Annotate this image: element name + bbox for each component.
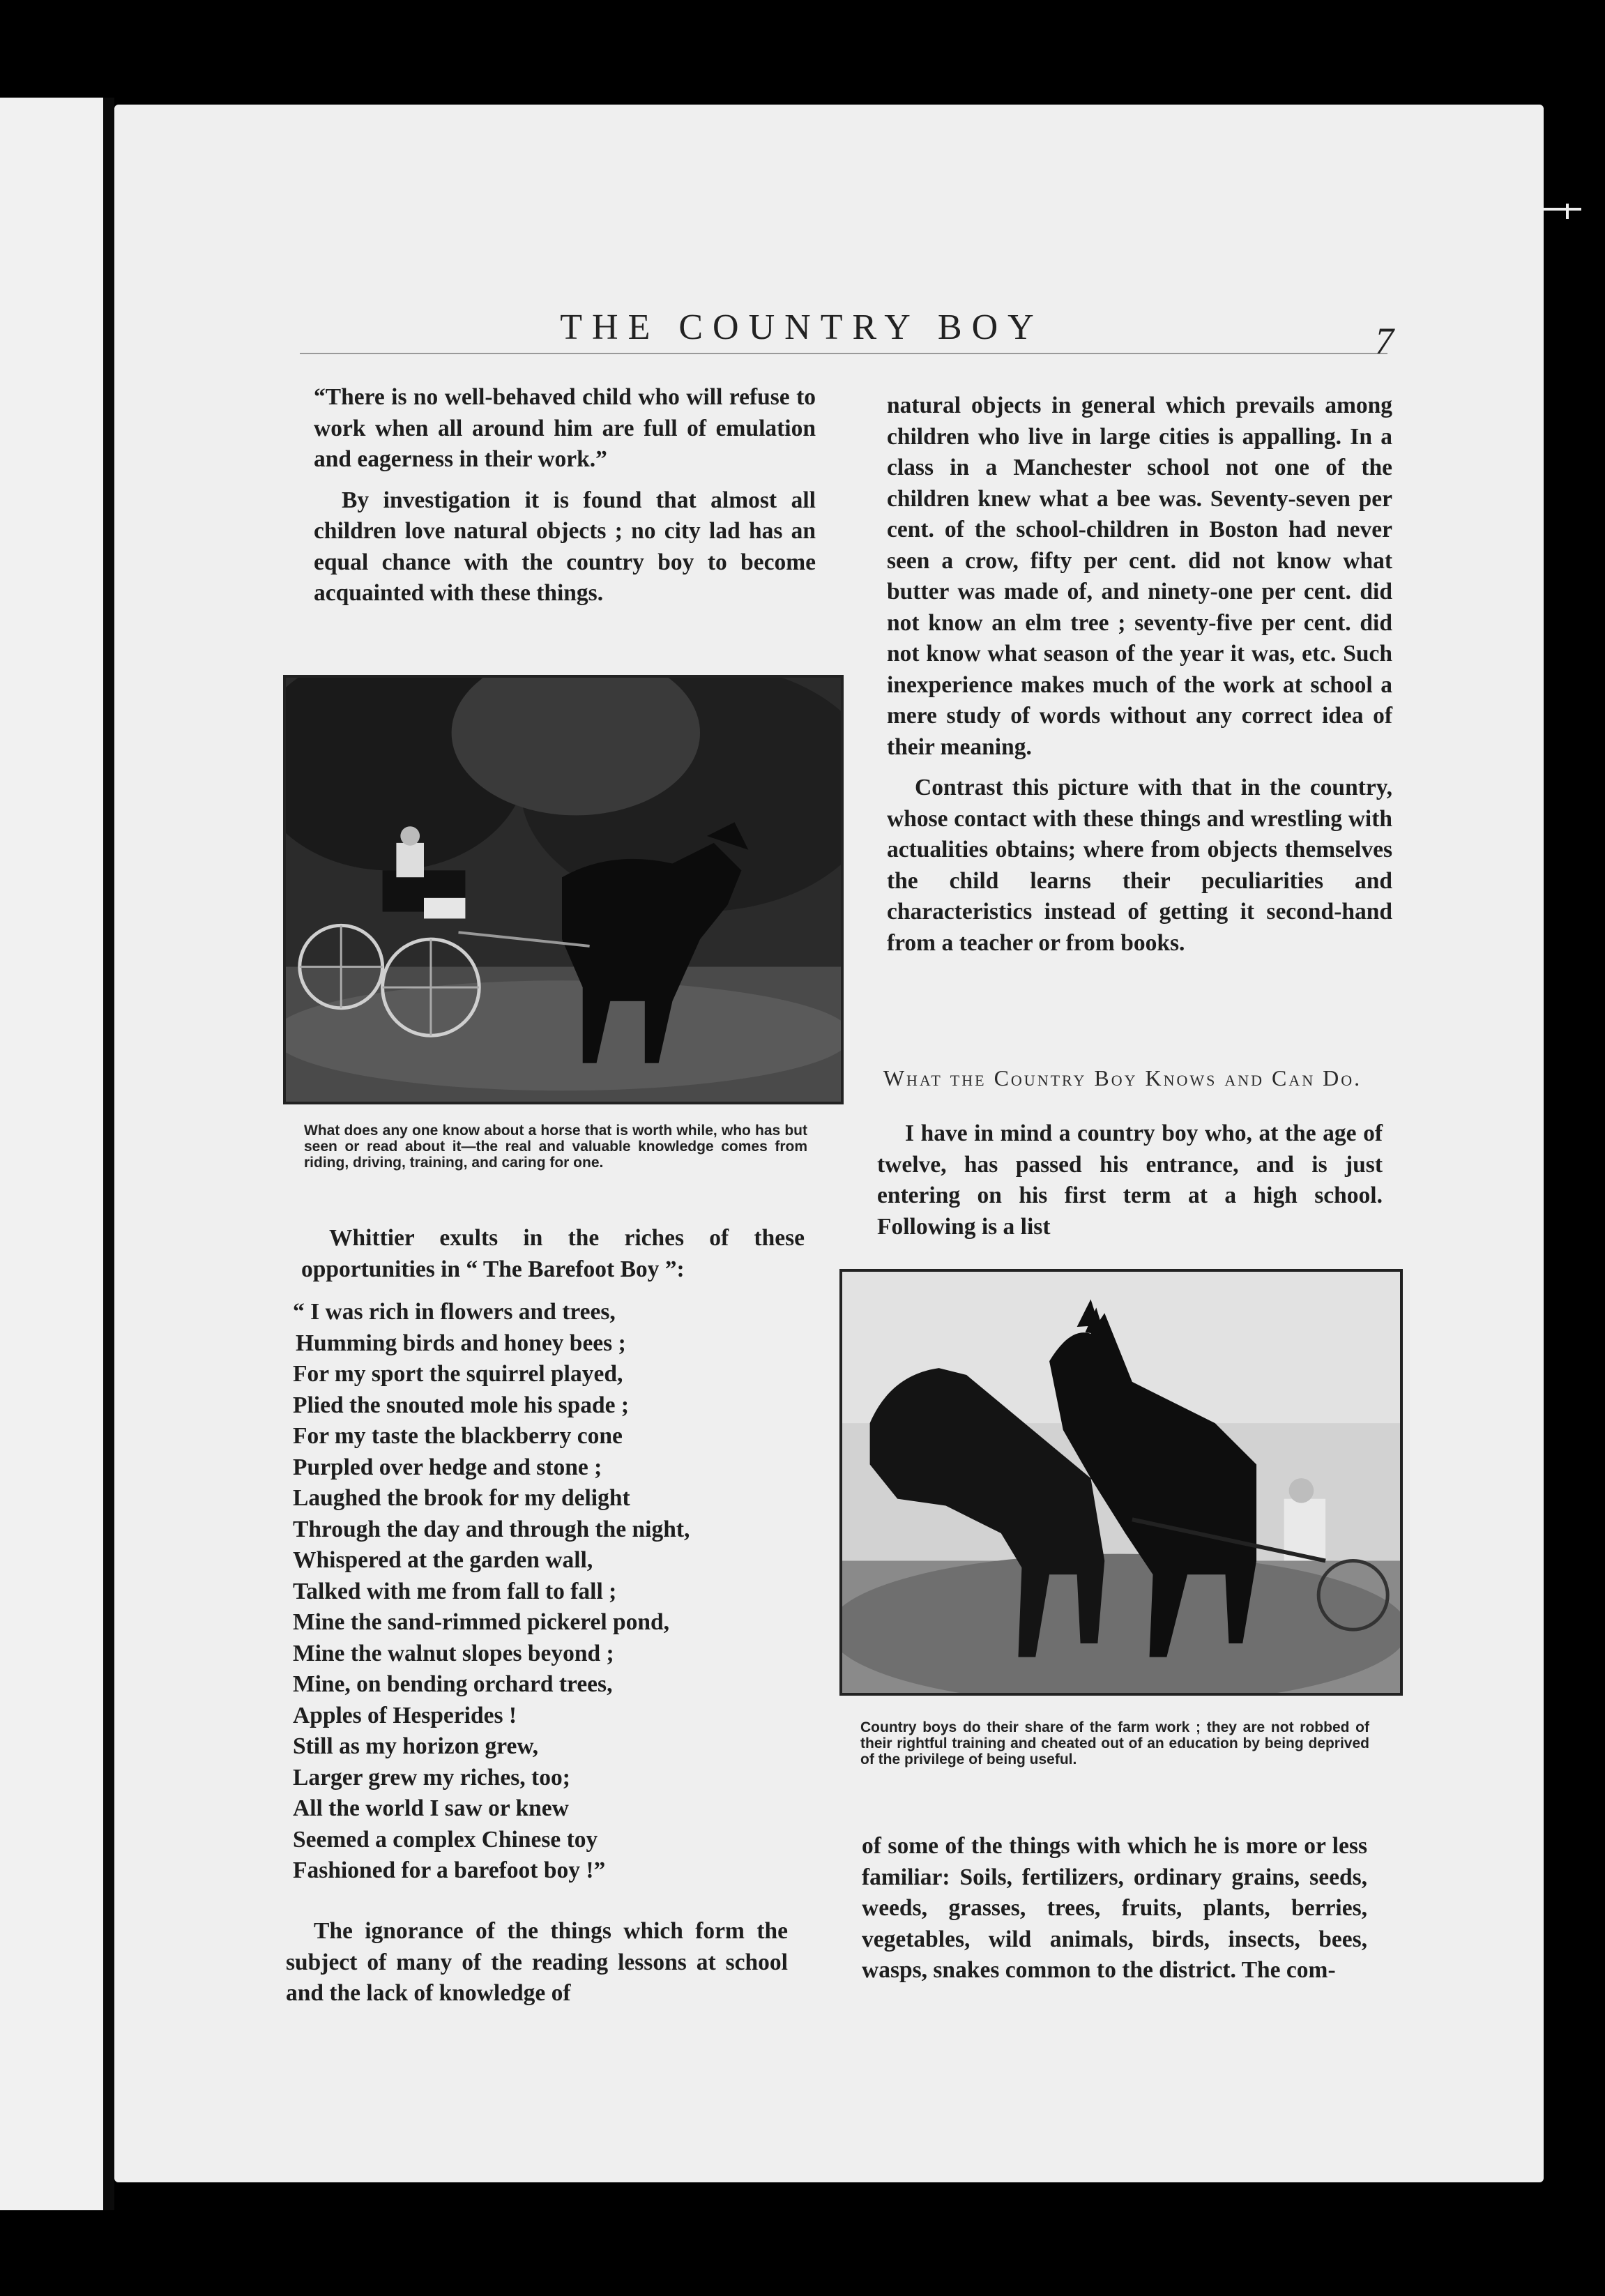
poem-line: Laughed the brook for my delight xyxy=(293,1485,630,1511)
poem-line: Still as my horizon grew, xyxy=(293,1733,539,1759)
left-column-whittier xyxy=(301,1223,805,1295)
right-column-middle xyxy=(877,1118,1383,1252)
left-column-bottom xyxy=(286,1916,788,2019)
right-column-top xyxy=(887,390,1392,968)
contrast-paragraph: Contrast this picture with that in the country, whose contact with these things and wrestling with actualities obtains; where from objects themselves the child learns their peculiarities and characteristics instead of getting it second-hand from a teacher or from books. xyxy=(887,775,1392,956)
poem-line: For my taste the blackberry cone xyxy=(293,1423,623,1449)
poem-line: Larger grew my riches, too; xyxy=(293,1764,570,1791)
poem-line: Apples of Hesperides ! xyxy=(293,1702,517,1728)
horse-buggy-caption: What does any one know about a horse that is worth while, who has but seen or read about it—the real and valuable knowledge comes from riding, driving, training, and caring for one. xyxy=(304,1123,807,1171)
familiar-list-paragraph: of some of the things with which he is more or less familiar: Soils, fertilizers, ordinary grains, seeds, weeds, grasses, trees, fruits, plants, berries, vegetables, wild animals, birds, insects, bees, wasps, snakes common to the district. The com- xyxy=(862,1833,1367,1983)
left-page-edge xyxy=(0,98,105,2210)
whittier-paragraph: Whittier exults in the riches of these opportunities in “ The Barefoot Boy ”: xyxy=(301,1225,805,1282)
poem-line: Whispered at the garden wall, xyxy=(293,1547,593,1573)
poem-line: Mine, on bending orchard trees, xyxy=(293,1671,613,1697)
left-column-top xyxy=(314,382,816,619)
investigation-paragraph: By investigation it is found that almost all children love natural objects ; no city lad has an equal chance with the country boy to become acquainted with these things. xyxy=(314,487,816,606)
farm-horses-photo xyxy=(839,1269,1403,1696)
poem-line: Talked with me from fall to fall ; xyxy=(293,1578,617,1604)
poem-line: Humming birds and honey bees ; xyxy=(296,1330,626,1356)
poem-line: Purpled over hedge and stone ; xyxy=(293,1454,602,1480)
ignorance-paragraph: The ignorance of the things which form the subject of many of the reading lessons at school and the lack of knowledge of xyxy=(286,1918,788,2006)
running-title: THE COUNTRY BOY xyxy=(560,307,1044,347)
poem-line: Mine the sand-rimmed pickerel pond, xyxy=(293,1609,670,1635)
poem-line: “ I was rich in flowers and trees, xyxy=(293,1299,616,1325)
book-spine xyxy=(103,98,114,2210)
barefoot-boy-poem xyxy=(293,1297,809,1887)
poem-line: Mine the walnut slopes beyond ; xyxy=(293,1640,614,1666)
poem-line: Plied the snouted mole his spade ; xyxy=(293,1392,630,1418)
natural-objects-paragraph: natural objects in general which prevails among children who live in large cities is appalling. In a class in a Manchester school not one of the children knew what a bee was. Seventy-seven per cent. of the school-children in Boston had never seen a crow, fifty per cent. did not know what butter was made of, and ninety-one per cent. did not know an elm tree ; seventy-five per cent. did not know what season of the year it was, etc. Such inexperience makes much of the work at school a mere study of words without any correct idea of their meaning. xyxy=(887,393,1392,760)
horse-buggy-illustration xyxy=(286,678,841,1102)
quote-paragraph: “There is no well-behaved child who will refuse to work when all around him are full of emulation and eagerness in their work.” xyxy=(314,384,816,472)
poem-line: For my sport the squirrel played, xyxy=(293,1361,623,1387)
section-heading: What the Country Boy Knows and Can Do. xyxy=(883,1065,1362,1090)
poem-line: Through the day and through the night, xyxy=(293,1516,690,1542)
horse-buggy-photo xyxy=(283,675,844,1104)
poem-line: Seemed a complex Chinese toy xyxy=(293,1826,598,1853)
page-number: 7 xyxy=(1375,320,1394,362)
right-column-bottom xyxy=(862,1831,1367,1996)
header-rule xyxy=(300,353,1387,354)
farm-horses-caption: Country boys do their share of the farm work ; they are not robbed of their rightful training and cheated out of an education by being deprived of the privilege of being useful. xyxy=(860,1719,1369,1767)
poem-line: Fashioned for a barefoot boy !” xyxy=(293,1857,606,1883)
country-boy-paragraph: I have in mind a country boy who, at the age of twelve, has passed his entrance, and is just entering on his first term at a high school. Following is a list xyxy=(877,1120,1383,1240)
poem-line: All the world I saw or knew xyxy=(293,1795,569,1821)
scan-mark-tick xyxy=(1566,204,1569,219)
farm-horses-illustration xyxy=(842,1272,1400,1693)
